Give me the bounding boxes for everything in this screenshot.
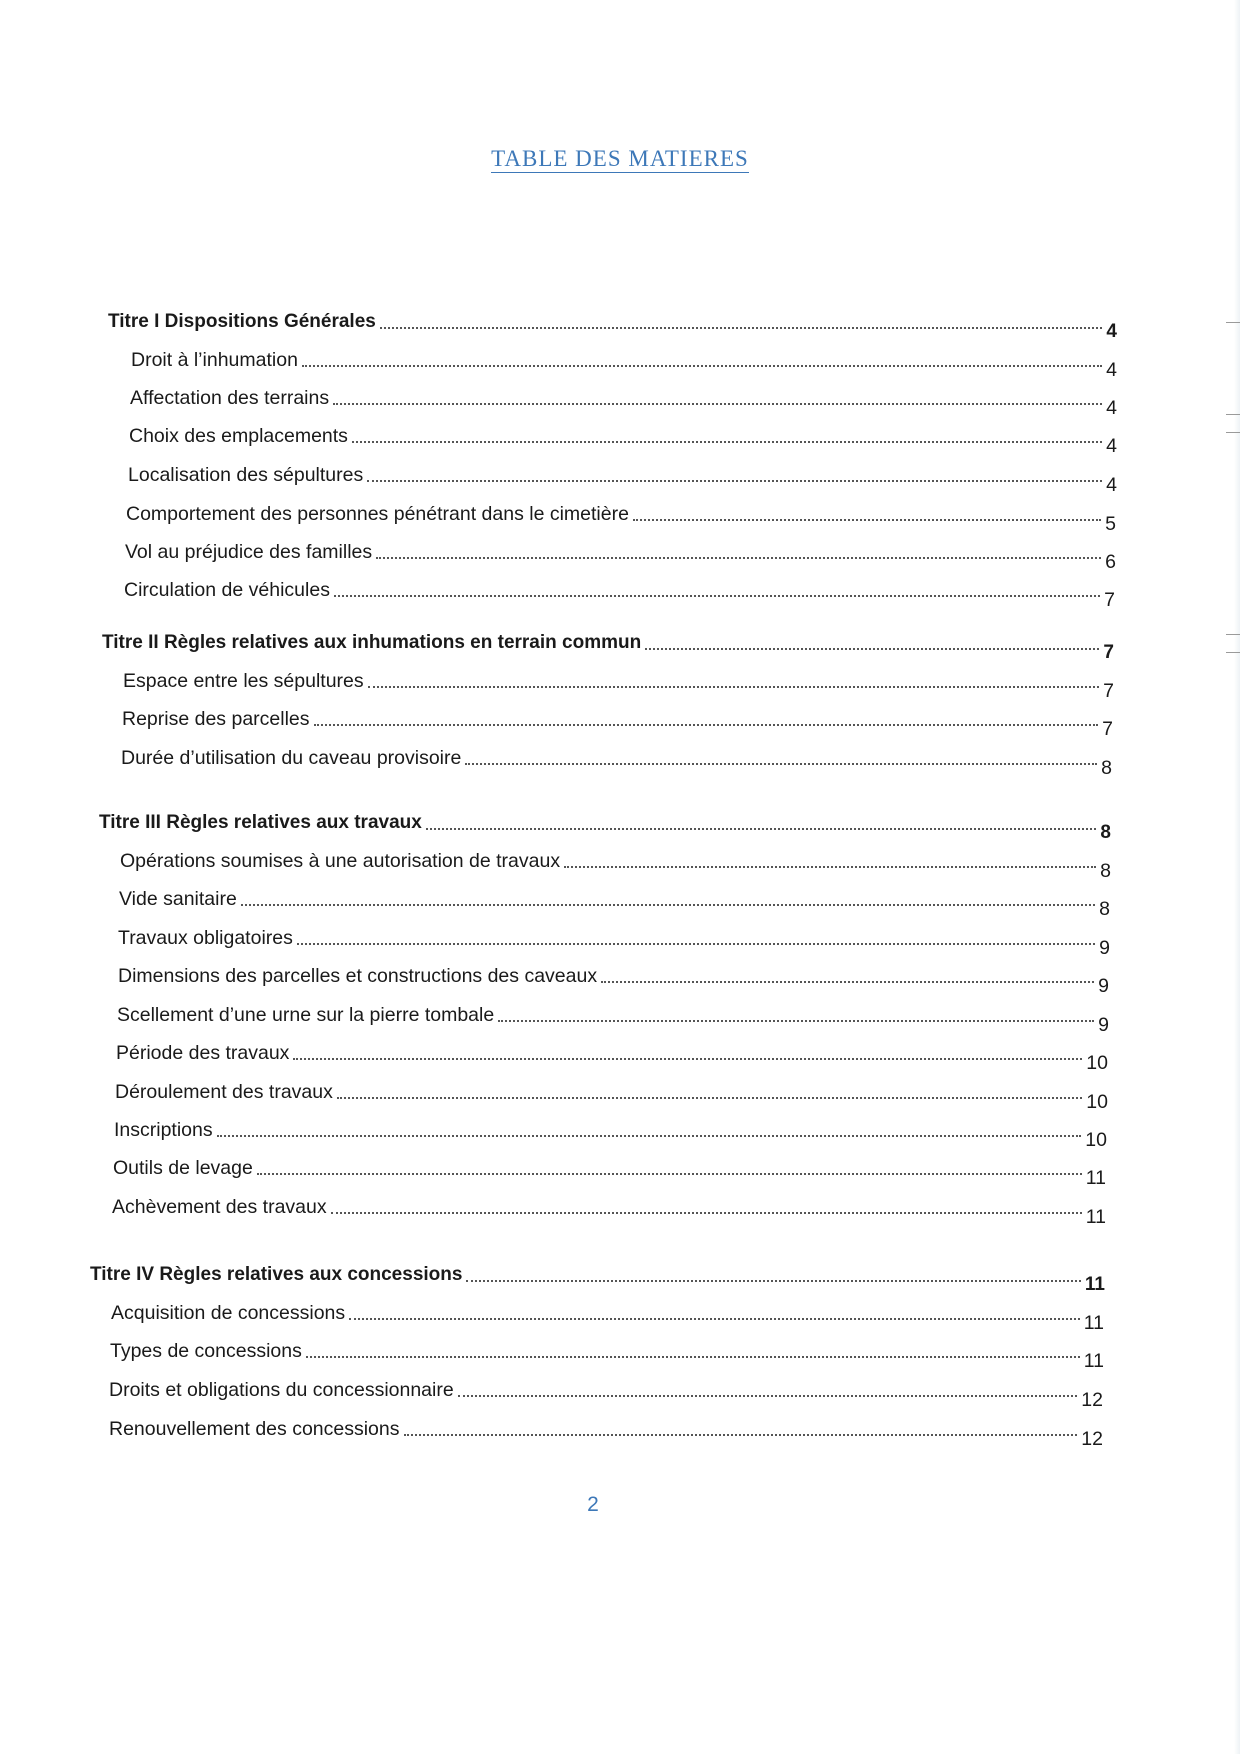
toc-entry-page: 7 — [1103, 642, 1114, 663]
toc-entry-page: 9 — [1099, 937, 1110, 959]
toc-entry-page: 8 — [1101, 757, 1112, 779]
toc-entry — [117, 997, 1109, 1036]
toc-entry-page: 8 — [1100, 822, 1111, 843]
toc-entry-label: Dimensions des parcelles et constructions des caveaux — [118, 965, 598, 987]
toc-entry — [119, 881, 1110, 920]
toc-entry-label: Vol au préjudice des familles — [125, 541, 373, 563]
scan-mark — [1226, 322, 1240, 323]
dot-leader — [404, 1434, 1078, 1436]
toc-title-entry — [90, 1257, 1105, 1295]
toc-entry-label: Circulation de véhicules — [124, 579, 330, 601]
dot-leader — [337, 1097, 1082, 1099]
toc-title-entry — [102, 625, 1114, 663]
toc-entry-page: 4 — [1106, 474, 1117, 496]
toc-entry-label: Affectation des terrains — [130, 387, 330, 409]
toc-entry-label: Reprise des parcelles — [122, 708, 310, 730]
toc-entry — [112, 1189, 1106, 1228]
toc-entry-page: 9 — [1098, 1014, 1109, 1036]
toc-entry-label: Outils de levage — [113, 1157, 253, 1179]
dot-leader — [368, 686, 1100, 688]
dot-leader — [564, 866, 1096, 868]
toc-entry — [118, 958, 1109, 997]
toc-entry-page: 11 — [1085, 1206, 1106, 1228]
toc-entry-page: 11 — [1084, 1274, 1105, 1295]
toc-entry — [128, 457, 1117, 496]
dot-leader — [633, 519, 1101, 521]
dot-leader — [302, 365, 1102, 367]
toc-entry — [121, 740, 1112, 779]
toc-entry-label: Types de concessions — [110, 1340, 302, 1362]
dot-leader — [458, 1395, 1078, 1397]
toc-entry-page: 10 — [1086, 1052, 1108, 1074]
toc-entry-label: Achèvement des travaux — [112, 1196, 327, 1218]
dot-leader — [331, 1212, 1082, 1214]
toc-entry — [114, 1112, 1107, 1151]
toc-entry — [115, 1074, 1108, 1113]
dot-leader — [349, 1318, 1080, 1320]
dot-leader — [645, 648, 1099, 650]
dot-leader — [465, 763, 1097, 765]
toc-entry-page: 10 — [1085, 1129, 1107, 1151]
toc-entry — [123, 663, 1114, 702]
toc-entry-label: Renouvellement des concessions — [109, 1418, 400, 1440]
toc-entry — [113, 1150, 1106, 1189]
toc-entry-label: Droit à l’inhumation — [131, 349, 298, 371]
dot-leader — [466, 1280, 1080, 1282]
toc-entry — [124, 572, 1115, 611]
dot-leader — [306, 1356, 1080, 1358]
toc-entry-label: Durée d’utilisation du caveau provisoire — [121, 747, 462, 769]
toc-entry-label: Scellement d’une urne sur la pierre tombale — [117, 1004, 495, 1026]
toc-entry-label: Espace entre les sépultures — [123, 670, 364, 692]
toc-entry-label: Titre IV Règles relatives aux concessions — [90, 1264, 463, 1285]
dot-leader — [297, 943, 1095, 945]
toc-entry-page: 7 — [1104, 589, 1115, 611]
toc-entry-label: Titre I Dispositions Générales — [108, 311, 376, 332]
toc-entry-page: 12 — [1081, 1389, 1103, 1411]
toc-entry-page: 9 — [1098, 975, 1109, 997]
dot-leader — [314, 724, 1099, 726]
toc-entry — [109, 1411, 1103, 1450]
toc-entry — [120, 843, 1111, 882]
toc-entry-label: Droits et obligations du concessionnaire — [109, 1379, 454, 1401]
toc-entry — [125, 534, 1116, 573]
toc-entry — [109, 1372, 1103, 1411]
dot-leader — [257, 1173, 1082, 1175]
toc-entry-page: 8 — [1099, 898, 1110, 920]
toc-entry-label: Travaux obligatoires — [118, 927, 293, 949]
dot-leader — [498, 1020, 1094, 1022]
dot-leader — [217, 1135, 1082, 1137]
toc-entry-label: Vide sanitaire — [119, 888, 237, 910]
toc-entry-page: 11 — [1083, 1350, 1104, 1372]
toc-entry-label: Acquisition de concessions — [111, 1302, 346, 1324]
dot-leader — [352, 441, 1102, 443]
toc-entry-page: 11 — [1085, 1167, 1106, 1189]
toc-entry — [116, 1035, 1108, 1074]
dot-leader — [334, 595, 1100, 597]
scan-mark — [1226, 652, 1240, 653]
toc-entry-label: Titre II Règles relatives aux inhumations en terrain commun — [102, 632, 642, 653]
toc-entry-page: 5 — [1105, 513, 1116, 535]
toc-entry-page: 4 — [1106, 397, 1117, 419]
scan-mark — [1226, 634, 1240, 635]
scan-mark — [1226, 414, 1240, 415]
dot-leader — [333, 403, 1102, 405]
toc-entry — [130, 380, 1117, 419]
toc-entry — [122, 701, 1113, 740]
toc-entry-page: 8 — [1100, 860, 1111, 882]
toc-entry-label: Période des travaux — [116, 1042, 290, 1064]
toc-entry-page: 11 — [1083, 1312, 1104, 1334]
toc-entry-page: 10 — [1086, 1091, 1108, 1113]
toc-entry-label: Déroulement des travaux — [115, 1081, 333, 1103]
toc-entry — [118, 920, 1110, 959]
dot-leader — [241, 904, 1095, 906]
dot-leader — [376, 557, 1101, 559]
toc-entry-page: 7 — [1103, 680, 1114, 702]
toc-entry — [129, 418, 1117, 457]
dot-leader — [367, 480, 1102, 482]
toc-entry-label: Choix des emplacements — [129, 425, 348, 447]
toc-entry-page: 6 — [1105, 551, 1116, 573]
dot-leader — [380, 327, 1103, 329]
toc-heading-text: TABLE DES MATIERES — [491, 146, 749, 171]
toc-entry-label: Comportement des personnes pénétrant dans le cimetière — [126, 503, 629, 525]
toc-entry-label: Titre III Règles relatives aux travaux — [99, 812, 422, 833]
dot-leader — [293, 1058, 1082, 1060]
toc-entry-label: Opérations soumises à une autorisation de travaux — [120, 850, 561, 872]
toc-entry — [111, 1295, 1104, 1334]
toc-entry-page: 7 — [1102, 718, 1113, 740]
toc-entry-page: 4 — [1106, 359, 1117, 381]
toc-entry-label: Localisation des sépultures — [128, 464, 364, 486]
toc-entry-label: Inscriptions — [114, 1119, 213, 1141]
toc-entry-page: 12 — [1081, 1428, 1103, 1450]
toc-entry-page: 4 — [1106, 435, 1117, 457]
toc-title-entry — [108, 304, 1117, 342]
dot-leader — [426, 828, 1097, 830]
toc-entry — [126, 496, 1116, 535]
dot-leader — [601, 981, 1094, 983]
toc-entry — [131, 342, 1117, 381]
toc-entry-page: 4 — [1106, 321, 1117, 342]
page-number: 2 — [587, 1493, 599, 1516]
toc-entry — [110, 1333, 1104, 1372]
scan-mark — [1226, 432, 1240, 433]
toc-title-entry — [99, 805, 1111, 843]
